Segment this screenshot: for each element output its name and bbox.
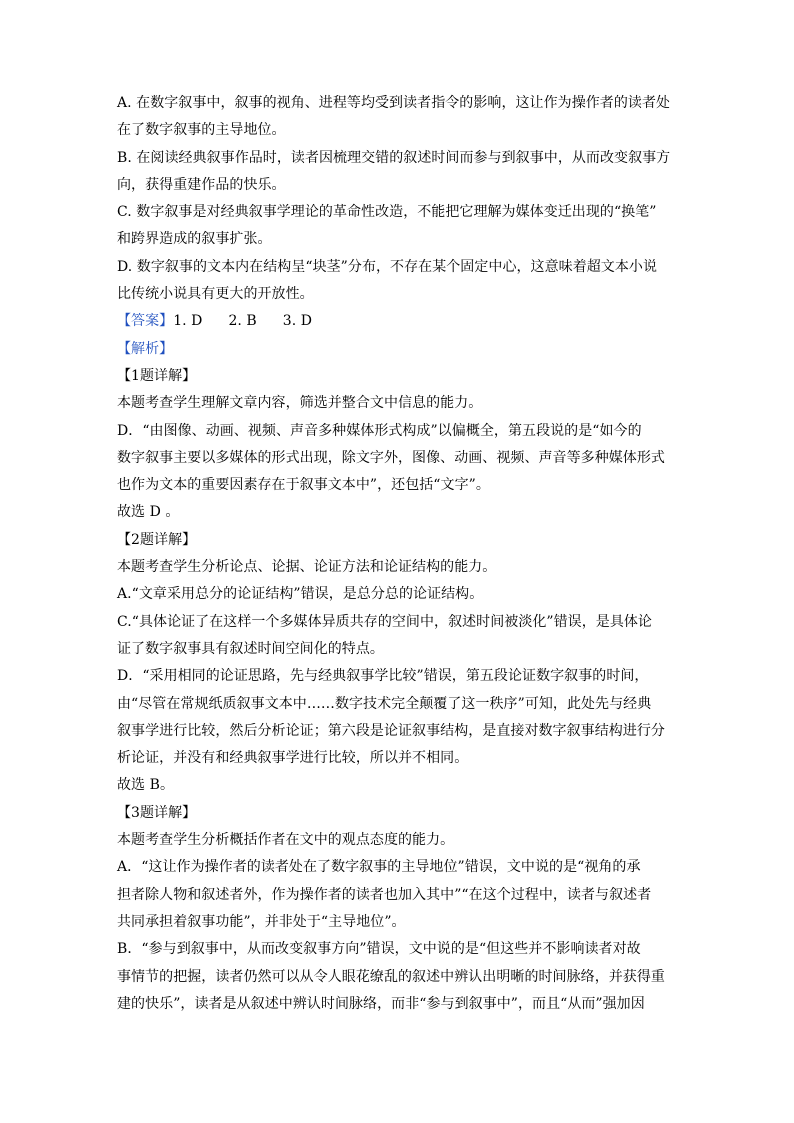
q2-line-9: 故选 B。 — [117, 777, 174, 794]
q3-heading: 【3题详解】 — [117, 804, 197, 821]
q2-line-2: A.“文章采用总分的论证结构”错误，是总分总的论证结构。 — [117, 586, 484, 603]
q3-line-4: 共同承担着叙事功能”，并非处于“主导地位”。 — [117, 913, 406, 930]
option-d-line-2: 比传统小说具有更大的开放性。 — [117, 286, 314, 303]
q1-line-1: 本题考查学生理解文章内容，筛选并整合文中信息的能力。 — [117, 395, 483, 412]
q3-line-5: B．“参与到叙事中，从而改变叙事方向”错误，文中说的是“但这些并不影响读者对故 — [117, 941, 641, 958]
q2-line-4: 证了数字叙事具有叙述时间空间化的特点。 — [117, 640, 384, 657]
answer-item-1: 1. D — [173, 313, 203, 330]
q2-line-5: D．“采用相同的论证思路，先与经典叙事学比较”错误，第五段论证数字叙事的时间， — [117, 668, 649, 685]
option-d-line-1: D. 数字叙事的文本内在结构呈“块茎”分布，不存在某个固定中心，这意味着超文本小说 — [117, 258, 657, 275]
q1-line-3: 数字叙事主要以多媒体的形式出现，除文字外，图像、动画、视频、声音等多种媒体形式 — [117, 449, 665, 466]
option-b-line-2: 向，获得重建作品的快乐。 — [117, 176, 286, 193]
q1-line-5: 故选 D 。 — [117, 504, 180, 521]
q3-line-3: 担者除人物和叙述者外，作为操作者的读者也加入其中”“在这个过程中，读者与叙述者 — [117, 886, 652, 903]
answer-label: 【答案】 — [117, 313, 174, 330]
analysis-label: 【解析】 — [117, 340, 174, 357]
q3-line-7: 建的快乐”，读者是从叙述中辨认时间脉络，而非“参与到叙事中”，而且“从而”强加因 — [117, 995, 645, 1012]
answer-line — [117, 308, 677, 335]
q1-line-2: D．“由图像、动画、视频、声音多种媒体形式构成”以偏概全，第五段说的是“如今的 — [117, 422, 642, 439]
option-a-line-2: 在了数字叙事的主导地位。 — [117, 122, 286, 139]
q1-line-4: 也作为文本的重要因素存在于叙事文本中”，还包括“文字”。 — [117, 477, 490, 494]
q3-line-2: A．“这让作为操作者的读者处在了数字叙事的主导地位”错误，文中说的是“视角的承 — [117, 859, 641, 876]
q3-line-1: 本题考查学生分析概括作者在文中的观点态度的能力。 — [117, 832, 455, 849]
document-page — [117, 90, 677, 1018]
q2-line-6: 由“尽管在常规纸质叙事文本中……数字技术完全颠覆了这一秩序”可知，此处先与经典 — [117, 695, 652, 712]
answer-item-2: 2. B — [228, 313, 257, 330]
q2-line-1: 本题考查学生分析论点、论据、论证方法和论证结构的能力。 — [117, 559, 497, 576]
option-b-line-1: B. 在阅读经典叙事作品时，读者因梳理交错的叙述时间而参与到叙事中，从而改变叙事方 — [117, 149, 671, 166]
option-c-line-2: 和跨界造成的叙事扩张。 — [117, 231, 272, 248]
q2-heading: 【2题详解】 — [117, 531, 197, 548]
q2-line-7: 叙事学进行比较，然后分析论证；第六段是论证叙事结构，是直接对数字叙事结构进行分 — [117, 722, 665, 739]
option-a-line-1: A. 在数字叙事中，叙事的视角、进程等均受到读者指令的影响，这让作为操作者的读者处 — [117, 95, 671, 111]
answer-item-3: 3. D — [282, 313, 312, 330]
q2-line-8: 析论证，并没有和经典叙事学进行比较，所以并不相同。 — [117, 750, 469, 767]
q1-heading: 【1题详解】 — [117, 367, 197, 384]
option-c-line-1: C. 数字叙事是对经典叙事学理论的革命性改造，不能把它理解为媒体变迁出现的“换笔” — [117, 204, 657, 221]
q3-line-6: 事情节的把握，读者仍然可以从令人眼花缭乱的叙述中辨认出明晰的时间脉络，并获得重 — [117, 968, 665, 985]
q2-line-3: C.“具体论证了在这样一个多媒体异质共存的空间中，叙述时间被淡化”错误，是具体论 — [117, 613, 652, 630]
